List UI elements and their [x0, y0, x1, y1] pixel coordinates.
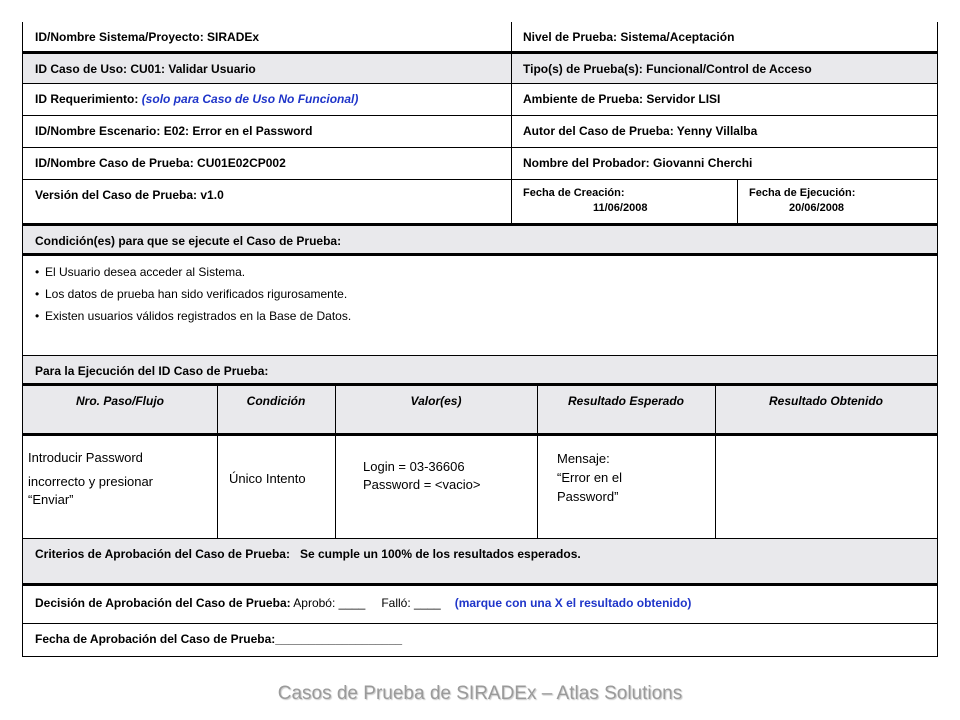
- caso-uso-cell: ID Caso de Uso: CU01: Validar Usuario: [35, 62, 256, 76]
- row-sistema: [23, 22, 937, 54]
- condiciones-list-cell: [23, 256, 937, 355]
- row-escenario: [23, 116, 937, 148]
- fecha-ejecucion-value: 20/06/2008: [789, 202, 845, 214]
- col-header-condicion: Condición: [246, 394, 306, 408]
- row-caso-uso: [23, 54, 937, 84]
- requerimiento-label: ID Requerimiento:: [35, 92, 142, 106]
- step-valores-cell: [335, 436, 537, 538]
- row-steps-header: [23, 386, 937, 436]
- step-esperado-line: “Error en el: [557, 470, 623, 485]
- step-paso-line: “Enviar”: [28, 492, 74, 507]
- ambiente-cell: Ambiente de Prueba: Servidor LISI: [523, 92, 721, 106]
- criterios-cell: [23, 539, 937, 583]
- step-paso-line: incorrecto y presionar: [28, 474, 153, 489]
- row-condiciones-list: [23, 256, 937, 356]
- step-condicion-cell: Único Intento: [229, 471, 306, 486]
- fecha-aprobacion-cell: Fecha de Aprobación del Caso de Prueba:___________________: [35, 632, 403, 646]
- nivel-cell: Nivel de Prueba: Sistema/Aceptación: [523, 30, 735, 44]
- sistema-cell: ID/Nombre Sistema/Proyecto: SIRADEx: [35, 30, 260, 44]
- fecha-ejecucion-label: Fecha de Ejecución:: [749, 187, 856, 199]
- criterios-value: Se cumple un 100% de los resultados esperados.: [289, 547, 581, 561]
- step-esperado-cell: [537, 436, 715, 538]
- condicion-item: • El Usuario desea acceder al Sistema.: [35, 265, 937, 279]
- autor-cell: Autor del Caso de Prueba: Yenny Villalba: [523, 124, 758, 138]
- caso-prueba-cell: ID/Nombre Caso de Prueba: CU01E02CP002: [35, 156, 286, 170]
- fecha-creacion-value: 11/06/2008: [593, 202, 648, 214]
- decision-cell: [23, 586, 937, 623]
- requerimiento-cell: [23, 84, 511, 115]
- step-valor-line: Login = 03-36606: [363, 459, 465, 474]
- requerimiento-note: (solo para Caso de Uso No Funcional): [141, 92, 359, 106]
- version-cell: Versión del Caso de Prueba: v1.0: [35, 188, 224, 202]
- decision-fallo: Falló: ____: [381, 596, 441, 610]
- row-criterios: [23, 538, 937, 586]
- condiciones-list: [35, 265, 937, 323]
- step-paso-cell: [23, 436, 217, 538]
- row-caso-prueba: [23, 148, 937, 180]
- row-condiciones-title: [23, 226, 937, 256]
- col-header-valores: Valor(es): [410, 394, 462, 408]
- row-ejecucion-title: [23, 356, 937, 386]
- fecha-creacion-cell: [511, 180, 737, 223]
- col-header-obtenido: Resultado Obtenido: [769, 394, 883, 408]
- col-header-esperado: Resultado Esperado: [567, 394, 685, 408]
- row-fecha-aprobacion: [23, 624, 937, 657]
- decision-aprobo: Aprobó: ____: [290, 596, 366, 610]
- row-requerimiento: [23, 84, 937, 116]
- condicion-item: • Existen usuarios válidos registrados en la Base de Datos.: [35, 309, 937, 323]
- step-esperado-line: Password”: [557, 489, 619, 504]
- escenario-cell: ID/Nombre Escenario: E02: Error en el Password: [35, 124, 313, 138]
- col-header-paso: Nro. Paso/Flujo: [75, 394, 164, 408]
- decision-note: (marque con una X el resultado obtenido): [454, 596, 692, 610]
- probador-cell: Nombre del Probador: Giovanni Cherchi: [523, 156, 753, 170]
- ejecucion-title: Para la Ejecución del ID Caso de Prueba:: [35, 364, 269, 378]
- criterios-label: Criterios de Aprobación del Caso de Prueba:: [35, 547, 290, 561]
- step-valor-line: Password = <vacio>: [363, 477, 481, 492]
- footer-title: Casos de Prueba de SIRADEx – Atlas Solutions: [277, 683, 683, 704]
- tipo-cell: Tipo(s) de Prueba(s): Funcional/Control de Acceso: [523, 62, 812, 76]
- step-paso-line: Introducir Password: [28, 450, 143, 465]
- condiciones-title: Condición(es) para que se ejecute el Caso de Prueba:: [35, 234, 342, 248]
- step-obtenido-cell: [715, 436, 937, 538]
- fecha-creacion-label: Fecha de Creación:: [523, 187, 625, 199]
- row-version: [23, 180, 937, 226]
- decision-label: Decisión de Aprobación del Caso de Prueba:: [35, 596, 291, 610]
- row-decision: [23, 586, 937, 624]
- step-esperado-line: Mensaje:: [557, 451, 610, 466]
- condicion-item: • Los datos de prueba han sido verificados rigurosamente.: [35, 287, 937, 301]
- row-step: [23, 436, 937, 538]
- test-case-document: [22, 22, 938, 657]
- fecha-ejecucion-cell: [737, 180, 937, 223]
